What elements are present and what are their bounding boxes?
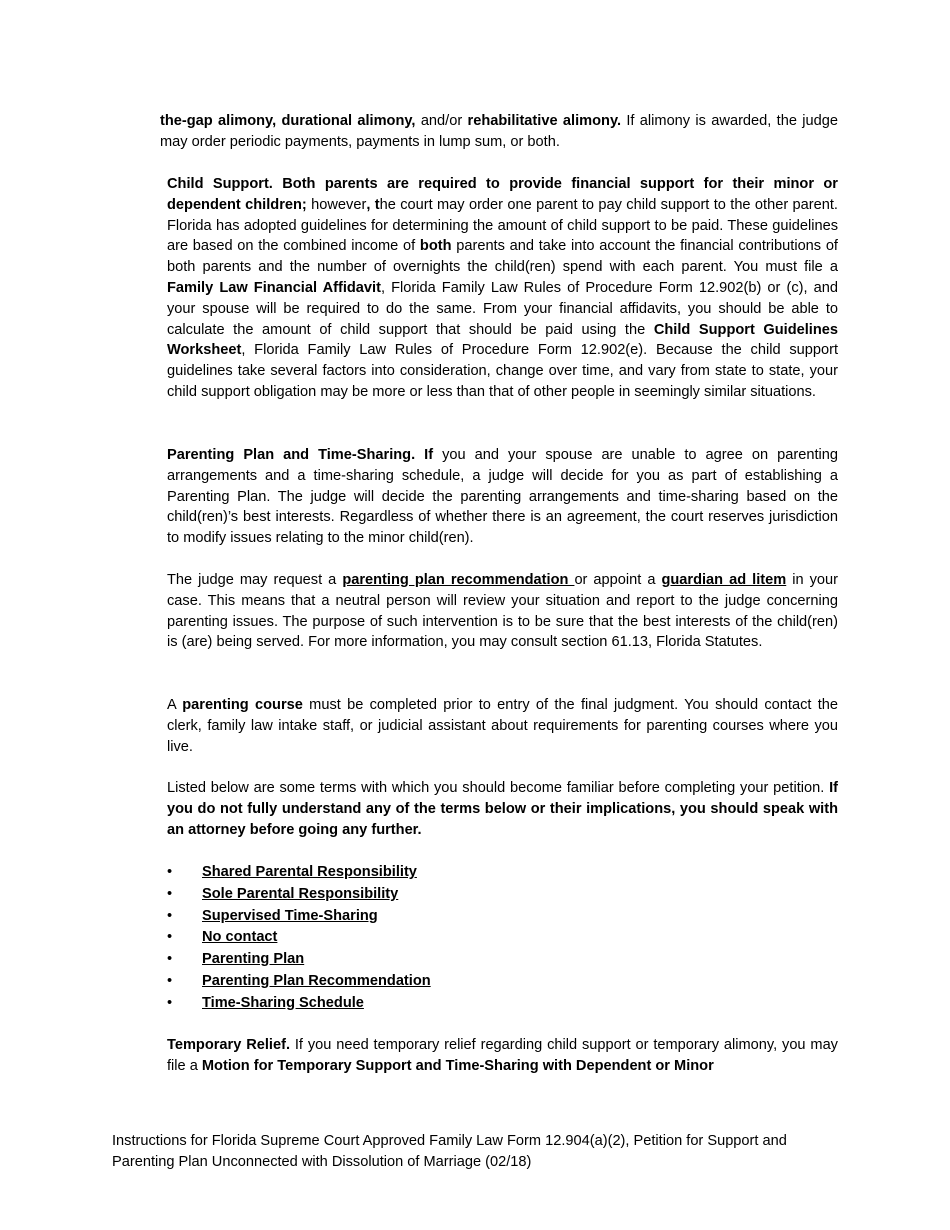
- form-name: Motion for Temporary Support and Time-Sharing with Dependent or Minor: [201, 1057, 714, 1074]
- body-text: , Florida Family Law Rules of Procedure Form 12.902(e). Because the child support guidelines take several factors into consideration, change over time, and vary from state to state, your child support obligation may be more or less than that of other people in seemingly similar situations.: [167, 342, 838, 400]
- bullet-icon: •: [167, 885, 173, 902]
- terms-list: [167, 862, 838, 1015]
- page-footer: [112, 1131, 842, 1173]
- bullet-icon: •: [167, 907, 173, 924]
- bullet-icon: •: [167, 951, 173, 968]
- bullet-icon: •: [167, 929, 173, 946]
- body-text: parents and take into account the financial contributions of both parents and the number of overnights the child(ren) spend with each parent. You must file a: [167, 238, 838, 276]
- term-label: Shared Parental Responsibility: [202, 864, 417, 880]
- form-name: Child Support Guidelines Worksheet: [167, 321, 838, 359]
- term-label: Parenting Plan: [202, 951, 305, 968]
- bold-text: , t: [366, 196, 380, 213]
- section-heading: Child Support. Both parents are required to provide financial support for their minor or dependent children;: [167, 176, 838, 213]
- term-label: Sole Parental Responsibility: [202, 885, 399, 902]
- list-item: [167, 927, 838, 949]
- body-text: Listed below are some terms with which you should become familiar before completing your petition.: [167, 780, 830, 796]
- terms-intro-paragraph: [167, 778, 838, 840]
- body-text: The judge may request a: [167, 572, 343, 588]
- bold-text: parenting course: [182, 697, 303, 713]
- judge-request-paragraph: [167, 570, 838, 653]
- body-text: must be completed prior to entry of the final judgment. You should contact the clerk, family law intake staff, or judicial assistant about requirements for parenting courses where you live.: [167, 697, 839, 755]
- body-text: you and your spouse are unable to agree on parenting arrangements and a time-sharing schedule, a judge will decide for you as part of establishing a Parenting Plan. The judge will decide the parenting arrangements and time-sharing based on the child(ren)’s best interests. Regardless of whether there is an agreement, the court reserves jurisdiction to modify issues relating to the minor child(ren).: [167, 447, 838, 547]
- list-item: [167, 862, 838, 884]
- body-text: If alimony is awarded, the judge may order periodic payments, payments in lump sum, or both.: [160, 113, 839, 150]
- form-name: Family Law Financial Affidavit: [167, 279, 381, 296]
- guardian-ad-litem-term: guardian ad litem: [661, 572, 787, 588]
- body-text: , Florida Family Law Rules of Procedure Form 12.902(b) or (c), and your spouse will be required to do the same. From your financial affidavits, you should be able to calculate the amount of child support that should be paid using the: [167, 279, 838, 338]
- bullet-icon: •: [167, 994, 173, 1011]
- warning-text: If you do not fully understand any of the terms below or their implications, you should speak with an attorney before going any further.: [167, 780, 838, 838]
- body-text: or appoint a: [574, 572, 662, 588]
- footer-line: Instructions for Florida Supreme Court Approved Family Law Form 12.904(a)(2), Petition for Support and: [112, 1133, 787, 1149]
- section-heading: Temporary Relief.: [167, 1037, 290, 1053]
- footer-line: Parenting Plan Unconnected with Dissolution of Marriage (02/18): [112, 1154, 532, 1170]
- body-text: he court may order one parent to pay child support to the other parent. Florida has adopted guidelines for determining the amount of child support to be paid. These guidelines are based on the combined income of: [167, 196, 838, 255]
- section-heading: Parenting Plan and Time-Sharing. If: [167, 447, 434, 463]
- bullet-icon: •: [167, 864, 173, 880]
- list-item: [167, 906, 838, 928]
- bold-text: both: [419, 238, 452, 255]
- body-text: in your case. This means that a neutral person will review your situation and report to the judge concerning parenting issues. The purpose of such intervention is to be sure that the best interests of the child(ren) is (are) being served. For more information, you may consult section 61.13, Florida Statutes.: [167, 572, 839, 651]
- body-text: If you need temporary relief regarding child support or temporary alimony, you may file a: [167, 1037, 838, 1074]
- bold-text: the-gap alimony, durational alimony,: [160, 113, 416, 129]
- parenting-plan-recommendation-term: parenting plan recommendation: [342, 572, 575, 588]
- list-item: [167, 884, 838, 906]
- body-text: however: [306, 196, 367, 213]
- term-label: Parenting Plan Recommendation: [202, 972, 431, 989]
- term-label: Supervised Time-Sharing: [202, 907, 378, 924]
- parenting-plan-paragraph: [167, 445, 838, 549]
- bold-text: rehabilitative alimony.: [467, 113, 622, 129]
- list-item: [167, 993, 838, 1015]
- term-label: No contact: [202, 929, 278, 946]
- list-item: [167, 971, 838, 993]
- parenting-course-paragraph: [167, 695, 838, 757]
- body-text: and/or: [415, 113, 468, 129]
- bullet-icon: •: [167, 972, 173, 989]
- child-support-paragraph: [167, 174, 838, 403]
- temporary-relief-paragraph: [167, 1035, 838, 1077]
- term-label: Time-Sharing Schedule: [202, 994, 364, 1011]
- list-item: [167, 949, 838, 971]
- body-text: A: [167, 697, 183, 713]
- intro-paragraph: [160, 111, 838, 153]
